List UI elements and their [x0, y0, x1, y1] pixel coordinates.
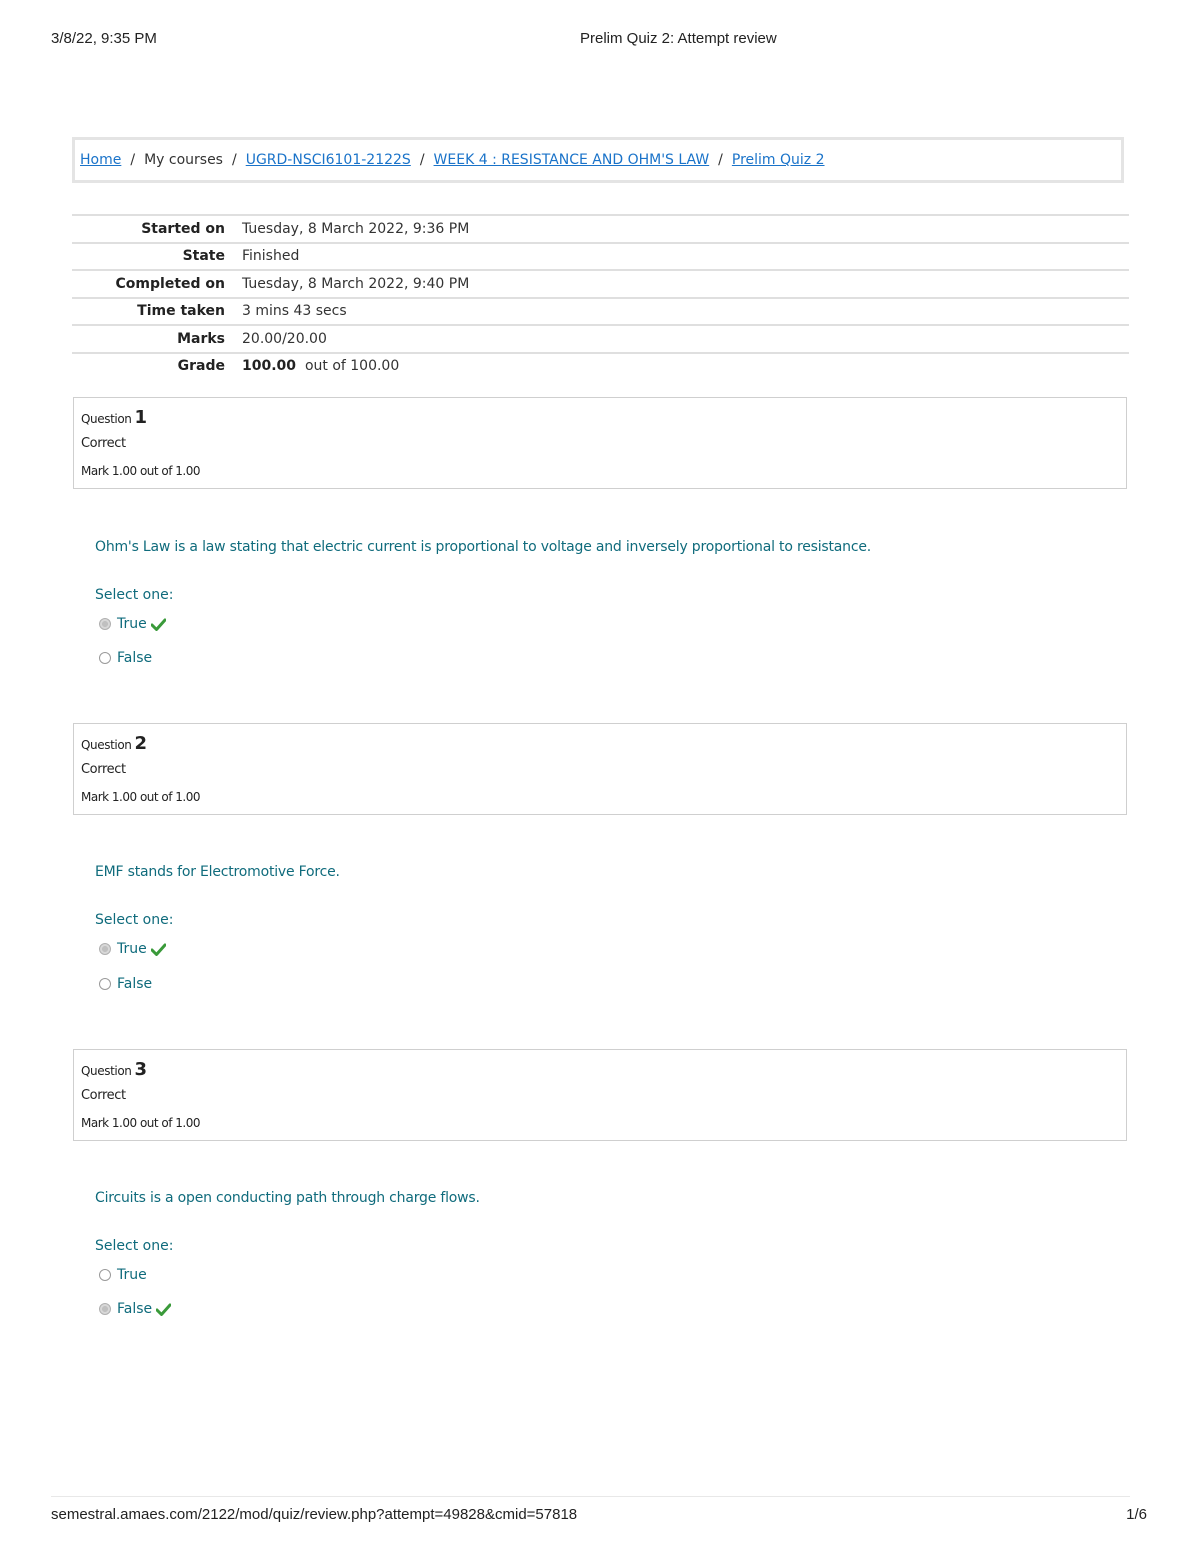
question-number: Question 1: [81, 407, 147, 428]
question-state: Correct: [81, 1088, 126, 1103]
summary-value: Tuesday, 8 March 2022, 9:36 PM: [242, 215, 1129, 243]
option-false[interactable]: [99, 1301, 171, 1317]
summary-label: State: [72, 243, 242, 271]
question-number: Question 2: [81, 733, 147, 754]
radio-button[interactable]: [99, 618, 111, 630]
question-mark: Mark 1.00 out of 1.00: [81, 790, 201, 804]
summary-value: [242, 353, 1129, 380]
summary-row-marks: [72, 325, 1129, 353]
question-info-box: [73, 397, 1127, 489]
question-info-box: [73, 1049, 1127, 1141]
correct-check-icon: [151, 618, 166, 631]
summary-value: 20.00/20.00: [242, 325, 1129, 353]
summary-row-completed: [72, 270, 1129, 298]
option-label: True: [117, 941, 147, 957]
summary-row-state: [72, 243, 1129, 271]
breadcrumb-separator: /: [130, 152, 136, 168]
option-label: False: [117, 650, 153, 666]
breadcrumb-week-link[interactable]: WEEK 4 : RESISTANCE AND OHM'S LAW: [433, 152, 710, 168]
correct-check-icon: [156, 1303, 171, 1316]
question-text: Ohm's Law is a law stating that electric current is proportional to voltage and inversely proportional to resistance.: [95, 539, 871, 555]
summary-row-grade: [72, 353, 1129, 380]
breadcrumb-separator: /: [718, 152, 723, 168]
summary-row-time-taken: [72, 298, 1129, 326]
breadcrumb-course-link[interactable]: UGRD-NSCI6101-2122S: [245, 152, 411, 168]
question-text: Circuits is a open conducting path through charge flows.: [95, 1190, 480, 1206]
question-mark: Mark 1.00 out of 1.00: [81, 1116, 201, 1130]
page-number: 1/6: [1126, 1506, 1147, 1523]
breadcrumb-my-courses: My courses: [144, 152, 223, 168]
option-label: False: [117, 1301, 153, 1317]
option-true[interactable]: [99, 616, 166, 632]
print-page-title: Prelim Quiz 2: Attempt review: [580, 30, 777, 47]
question-number: Question 3: [81, 1059, 147, 1080]
question-state: Correct: [81, 436, 126, 451]
print-datetime: 3/8/22, 9:35 PM: [51, 30, 157, 47]
print-header: [51, 30, 1147, 50]
summary-row-started: [72, 215, 1129, 243]
option-label: True: [117, 1267, 147, 1283]
option-label: True: [117, 616, 147, 632]
radio-button[interactable]: [99, 978, 111, 990]
footer-divider: [51, 1496, 1130, 1497]
summary-value: Tuesday, 8 March 2022, 9:40 PM: [242, 270, 1129, 298]
option-label: False: [117, 976, 153, 992]
attempt-summary-table: [72, 214, 1129, 379]
summary-label: Time taken: [72, 298, 242, 326]
grade-out-of: out of 100.00: [304, 358, 400, 375]
radio-button[interactable]: [99, 1269, 111, 1281]
select-one-prompt: Select one:: [95, 587, 174, 603]
breadcrumb-home-link[interactable]: Home: [80, 152, 122, 168]
summary-label: Completed on: [72, 270, 242, 298]
radio-button[interactable]: [99, 652, 111, 664]
option-false[interactable]: [99, 976, 152, 992]
grade-score: 100.00: [242, 358, 297, 375]
option-true[interactable]: [99, 941, 166, 957]
question-state: Correct: [81, 762, 126, 777]
select-one-prompt: Select one:: [95, 912, 174, 928]
breadcrumb-separator: /: [231, 152, 237, 168]
option-false[interactable]: [99, 650, 152, 666]
correct-check-icon: [151, 943, 166, 956]
summary-label: Grade: [72, 353, 242, 380]
summary-label: Marks: [72, 325, 242, 353]
question-info-box: [73, 723, 1127, 815]
breadcrumb: [72, 137, 1124, 183]
summary-label: Started on: [72, 215, 242, 243]
breadcrumb-quiz-link[interactable]: Prelim Quiz 2: [731, 152, 825, 168]
option-true[interactable]: [99, 1267, 147, 1283]
summary-value: Finished: [242, 243, 1129, 271]
question-mark: Mark 1.00 out of 1.00: [81, 464, 201, 478]
breadcrumb-separator: /: [419, 152, 425, 168]
select-one-prompt: Select one:: [95, 1238, 174, 1254]
radio-button[interactable]: [99, 943, 111, 955]
summary-value: 3 mins 43 secs: [242, 298, 1129, 326]
question-text: EMF stands for Electromotive Force.: [95, 864, 340, 880]
print-url: semestral.amaes.com/2122/mod/quiz/review.php?attempt=49828&cmid=57818: [51, 1506, 578, 1523]
radio-button[interactable]: [99, 1303, 111, 1315]
